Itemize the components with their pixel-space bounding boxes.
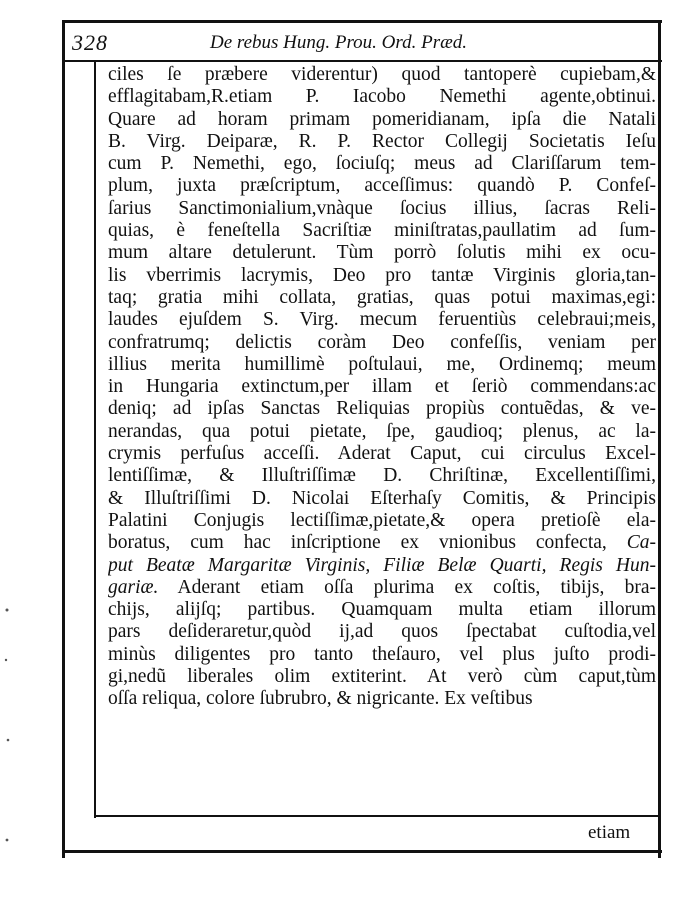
text-line: lis vberrimis lacrymis, Deo pro tantæ Virginis gloria,tan-	[108, 264, 656, 286]
text-line: Quare ad horam primam pomeridianam, ipſa die Natali	[108, 108, 656, 130]
top-frame-rule	[62, 20, 662, 23]
text-line: ſarius Sanctimonialium,vnàque ſocius illius, ſacras Reli-	[108, 197, 656, 219]
running-title: De rebus Hung. Prou. Ord. Præd.	[210, 32, 468, 53]
text-line: Palatini Conjugis lectiſſimæ,pietate,& opera pretioſè ela-	[108, 509, 656, 531]
text-line: laudes ejuſdem S. Virg. mecum feruentiùs celebraui;meis,	[108, 309, 656, 331]
text-line: ciles ſe præbere viderentur) quod tantoperè cupiebam,&	[108, 64, 656, 85]
catchword: etiam	[588, 822, 631, 843]
header-underline-rule	[62, 60, 662, 62]
italic-line: put Beatæ Margaritæ Virginis, Filiæ Belæ Quarti, Regis Hun-	[108, 554, 656, 576]
text-line: B. Virg. Deiparæ, R. P. Rector Collegij Societatis Ieſu	[108, 130, 656, 152]
text-line: pars deſideraretur,quòd ij,ad quos ſpectabat cuſtodia,vel	[108, 621, 656, 643]
text-line: illius merita humillimè poſtulaui, me, Ordinemq; meum	[108, 353, 656, 375]
text-line: crymis perfuſus acceſſi. Aderat Caput, cui circulus Excel-	[108, 443, 656, 465]
text-line: taq; gratia mihi collata, gratias, quas potui maximas,egi:	[108, 286, 656, 308]
italic-fragment: Ca-	[626, 532, 656, 554]
text-fragment: boratus, cum hac inſcriptione ex vnionibus confecta,	[108, 532, 607, 554]
text-line: chijs, alijſq; partibus. Quamquam multa etiam illorum	[108, 599, 656, 621]
text-line: gi,nedũ liberales olim extiterint. At verò cùm caput,tùm	[108, 666, 656, 688]
bottom-frame-rule	[62, 850, 662, 853]
text-line: efflagitabam,R.etiam P. Iacobo Nemethi agente,obtinui.	[108, 86, 656, 108]
margin-specks	[2, 600, 12, 880]
text-fragment: Aderant etiam oſſa plurima ex coſtis, tibijs, bra-	[177, 576, 656, 598]
text-line: deniq; ad ipſas Sanctas Reliquias propiùs contuẽdas, & ve-	[108, 398, 656, 420]
text-line: minùs diligentes pro tanto theſauro, vel plus juſto prodi-	[108, 643, 656, 665]
text-line: confratrumq; delictis coràm Deo confeſſis, veniam per	[108, 331, 656, 353]
right-frame-rule	[658, 20, 661, 858]
text-line: plum, juxta præſcriptum, acceſſimus: quandò P. Confeſ-	[108, 175, 656, 197]
text-line: in Hungaria extinctum,per illam et ſeriò commendans:ac	[108, 376, 656, 398]
text-line: & Illuſtriſſimi D. Nicolai Eſterhaſy Comitis, & Principis	[108, 487, 656, 509]
left-frame-rule	[62, 20, 65, 858]
text-bottom-rule	[94, 815, 660, 817]
body-text	[108, 64, 656, 711]
italic-fragment: gariæ.	[108, 576, 159, 598]
inner-left-rule	[94, 62, 96, 818]
text-line-mixed	[108, 532, 656, 554]
text-line: cum P. Nemethi, ego, ſociuſq; meus ad Clariſſarum tem-	[108, 153, 656, 175]
page-number: 328	[72, 30, 108, 55]
text-line: nerandas, qua potui pietate, ſpe, gaudioq; plenus, ac la-	[108, 420, 656, 442]
text-line: quias, è feneſtella Sacriſtiæ miniſtratas,paullatim ad ſum-	[108, 220, 656, 242]
text-line: lentiſſimæ, & Illuſtriſſimæ D. Chriſtinæ, Excellentiſſimi,	[108, 465, 656, 487]
text-line-mixed	[108, 577, 656, 599]
text-line: oſſa reliqua, colore ſubrubro, & nigricante. Ex veſtibus	[108, 688, 533, 710]
text-line: mum altare detulerunt. Tùm porrò ſolutis mihi ex ocu-	[108, 242, 656, 264]
